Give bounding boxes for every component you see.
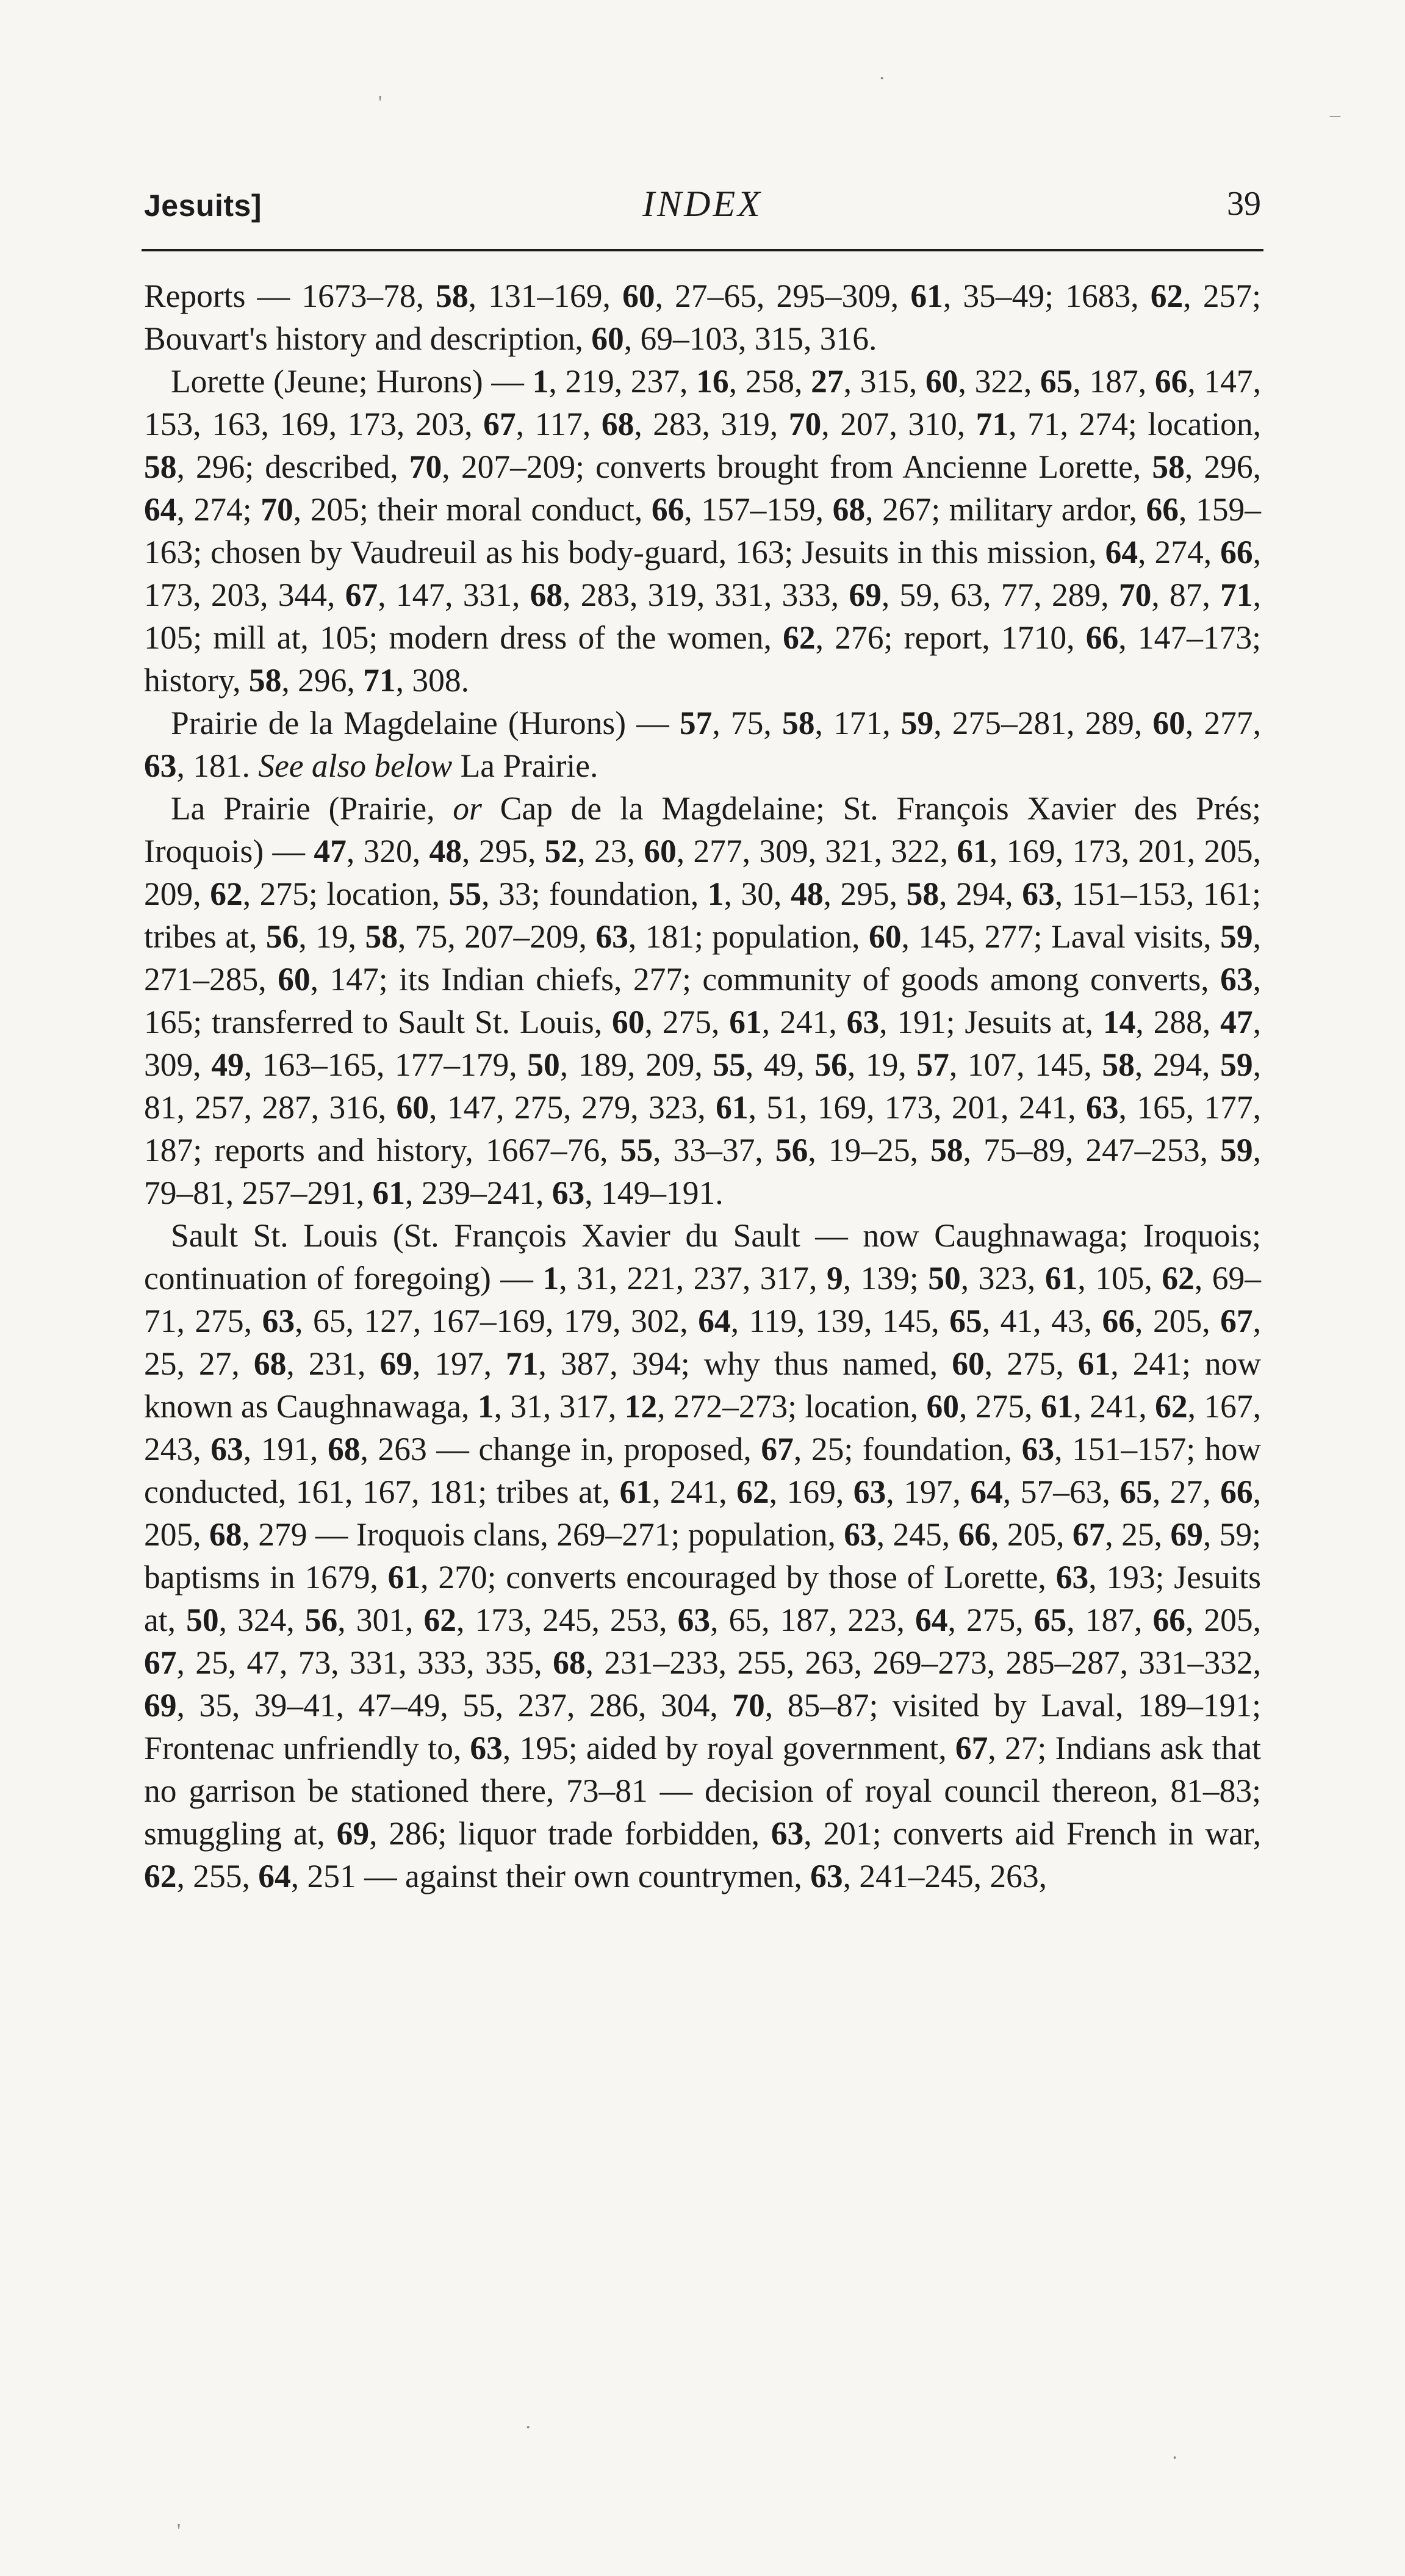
running-title: Jesuits] [144, 189, 262, 223]
index-title: INDEX [642, 184, 763, 224]
scan-speck: ' [378, 92, 383, 114]
index-entry-lorette: Lorette (Jeune; Hurons) — 1, 219, 237, 16, 258, 27, 315, 60, 322, 65, 187, 66, 147, 153, 163, 169, 173, 203, 67, 117, 68, 283, 319, 70, 207, 310, 71, 71, 274; location, 58, 296; described, 70, 207–209; converts brought from Ancienne Lorette, 58, 296, 64, 274; 70, 205; their moral conduct, 66, 157–159, 68, 267; military ardor, 66, 159–163; chosen by Vaudreuil as his body-guard, 163; Jesuits in this mission, 64, 274, 66, 173, 203, 344, 67, 147, 331, 68, 283, 319, 331, 333, 69, 59, 63, 77, 289, 70, 87, 71, 105; mill at, 105; modern dress of the women, 62, 276; report, 1710, 66, 147–173; history, 58, 296, 71, 308. [144, 363, 1262, 699]
scan-speck: · [525, 2416, 532, 2439]
scan-speck: – [1330, 104, 1340, 126]
index-body [144, 275, 1261, 1898]
scan-speck: ' [177, 2520, 181, 2542]
scan-speck: · [879, 67, 886, 90]
running-head [144, 183, 1261, 232]
index-entry-la-prairie: La Prairie (Prairie, or Cap de la Magdelaine; St. François Xavier des Prés; Iroquois) — 47, 320, 48, 295, 52, 23, 60, 277, 309, 321, 322, 61, 169, 173, 201, 205, 209, 62, 275; location, 55, 33; foundation, 1, 30, 48, 295, 58, 294, 63, 151–153, 161; tribes at, 56, 19, 58, 75, 207–209, 63, 181; population, 60, 145, 277; Laval visits, 59, 271–285, 60, 147; its Indian chiefs, 277; community of goods among converts, 63, 165; transferred to Sault St. Louis, 60, 275, 61, 241, 63, 191; Jesuits at, 14, 288, 47, 309, 49, 163–165, 177–179, 50, 189, 209, 55, 49, 56, 19, 57, 107, 145, 58, 294, 59, 81, 257, 287, 316, 60, 147, 275, 279, 323, 61, 51, 169, 173, 201, 241, 63, 165, 177, 187; reports and history, 1667–76, 55, 33–37, 56, 19–25, 58, 75–89, 247–253, 59, 79–81, 257–291, 61, 239–241, 63, 149–191. [144, 790, 1262, 1211]
index-entry-reports: Reports — 1673–78, 58, 131–169, 60, 27–65, 295–309, 61, 35–49; 1683, 62, 257; Bouvart's history and description, 60, 69–103, 315, 316. [144, 278, 1261, 357]
scan-speck: · [1171, 2447, 1179, 2469]
header-rule [142, 249, 1263, 251]
index-entry-prairie-de-la-magdelaine: Prairie de la Magdelaine (Hurons) — 57, 75, 58, 171, 59, 275–281, 289, 60, 277, 63, 181. See also below La Prairie. [144, 705, 1262, 784]
index-entry-sault-st-louis: Sault St. Louis (St. François Xavier du Sault — now Caughnawaga; Iroquois; continuation of foregoing) — 1, 31, 221, 237, 317, 9, 139; 50, 323, 61, 105, 62, 69–71, 275, 63, 65, 127, 167–169, 179, 302, 64, 119, 139, 145, 65, 41, 43, 66, 205, 67, 25, 27, 68, 231, 69, 197, 71, 387, 394; why thus named, 60, 275, 61, 241; now known as Caughnawaga, 1, 31, 317, 12, 272–273; location, 60, 275, 61, 241, 62, 167, 243, 63, 191, 68, 263 — change in, proposed, 67, 25; foundation, 63, 151–157; how conducted, 161, 167, 181; tribes at, 61, 241, 62, 169, 63, 197, 64, 57–63, 65, 27, 66, 205, 68, 279 — Iroquois clans, 269–271; population, 63, 245, 66, 205, 67, 25, 69, 59; baptisms in 1679, 61, 270; converts encouraged by those of Lorette, 63, 193; Jesuits at, 50, 324, 56, 301, 62, 173, 245, 253, 63, 65, 187, 223, 64, 275, 65, 187, 66, 205, 67, 25, 47, 73, 331, 333, 335, 68, 231–233, 255, 263, 269–273, 285–287, 331–332, 69, 35, 39–41, 47–49, 55, 237, 286, 304, 70, 85–87; visited by Laval, 189–191; Frontenac unfriendly to, 63, 195; aided by royal government, 67, 27; Indians ask that no garrison be stationed there, 73–81 — decision of royal council thereon, 81–83; smuggling at, 69, 286; liquor trade forbidden, 63, 201; converts aid French in war, 62, 255, 64, 251 — against their own countrymen, 63, 241–245, 263, [144, 1217, 1262, 1894]
page-number: 39 [1227, 185, 1261, 223]
